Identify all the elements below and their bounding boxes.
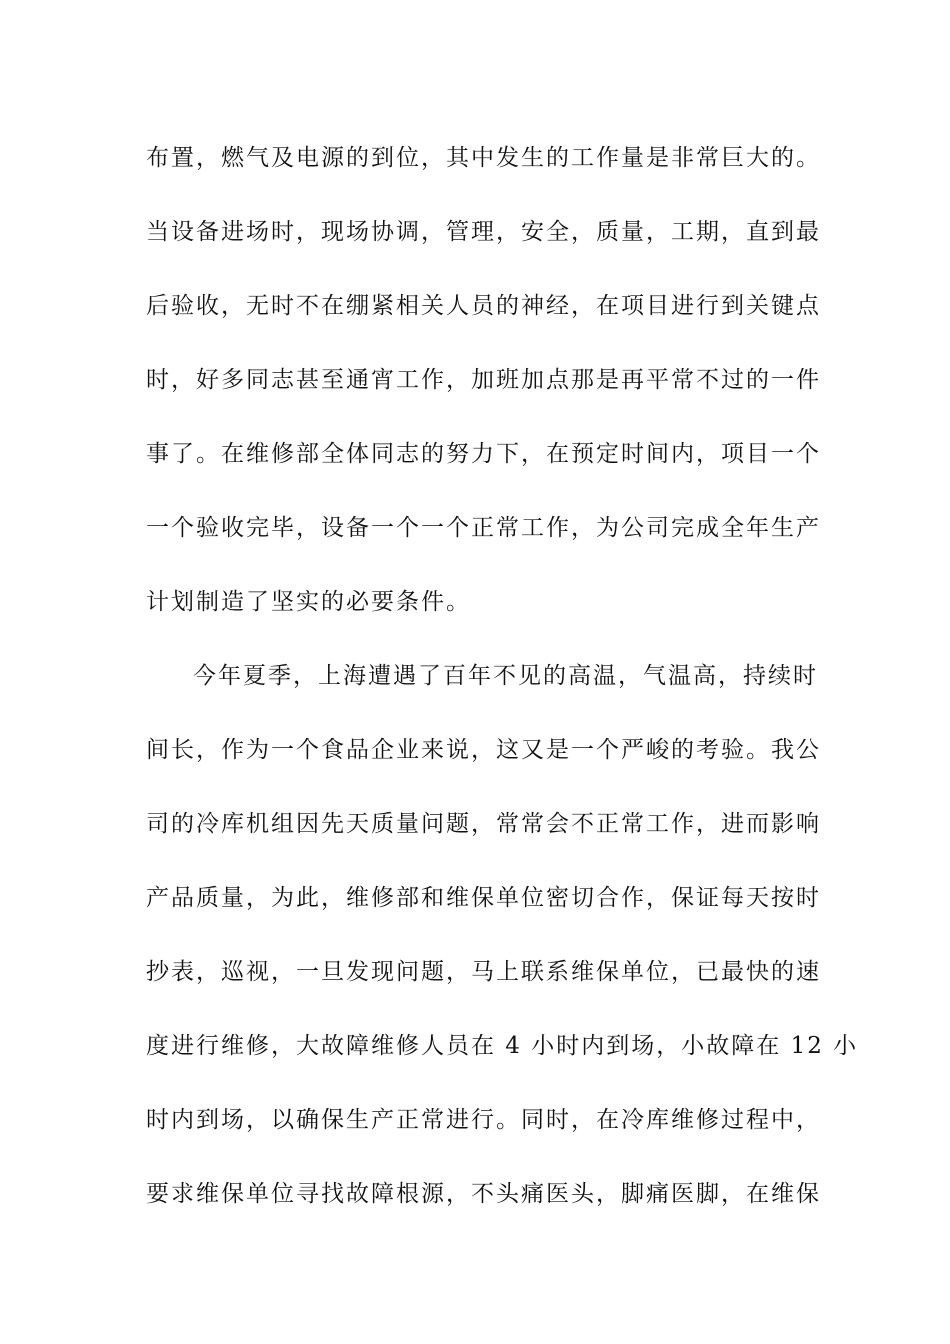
text-line: 一个验收完毕，设备一个一个正常工作，为公司完成全年生产 xyxy=(146,515,821,541)
body-text xyxy=(146,130,859,1240)
text-line: 事了。在维修部全体同志的努力下，在预定时间内，项目一个 xyxy=(146,441,821,467)
text-line: 度进行维修，大故障维修人员在 4 小时内到场，小故障在 12 小 xyxy=(146,1033,859,1059)
text-line: 抄表，巡视，一旦发现问题，马上联系维保单位，已最快的速 xyxy=(146,959,821,985)
text-line: 间长，作为一个食品企业来说，这又是一个严峻的考验。我公 xyxy=(146,737,821,763)
text-line: 产品质量，为此，维修部和维保单位密切合作，保证每天按时 xyxy=(146,885,821,911)
text-line: 当设备进场时，现场协调，管理，安全，质量，工期，直到最 xyxy=(146,219,821,245)
text-line: 布置，燃气及电源的到位，其中发生的工作量是非常巨大的。 xyxy=(146,145,821,171)
text-line: 时，好多同志甚至通宵工作，加班加点那是再平常不过的一件 xyxy=(146,367,821,393)
text-line: 计划制造了坚实的必要条件。 xyxy=(146,589,471,615)
paragraph-first-line: 今年夏季，上海遭遇了百年不见的高温，气温高，持续时 xyxy=(193,663,818,689)
text-line: 时内到场，以确保生产正常进行。同时，在冷库维修过程中， xyxy=(146,1107,821,1133)
text-line: 要求维保单位寻找故障根源，不头痛医头，脚痛医脚，在维保 xyxy=(146,1181,821,1207)
text-line: 司的冷库机组因先天质量问题，常常会不正常工作，进而影响 xyxy=(146,811,821,837)
text-line: 后验收，无时不在绷紧相关人员的神经，在项目进行到关键点 xyxy=(146,293,821,319)
